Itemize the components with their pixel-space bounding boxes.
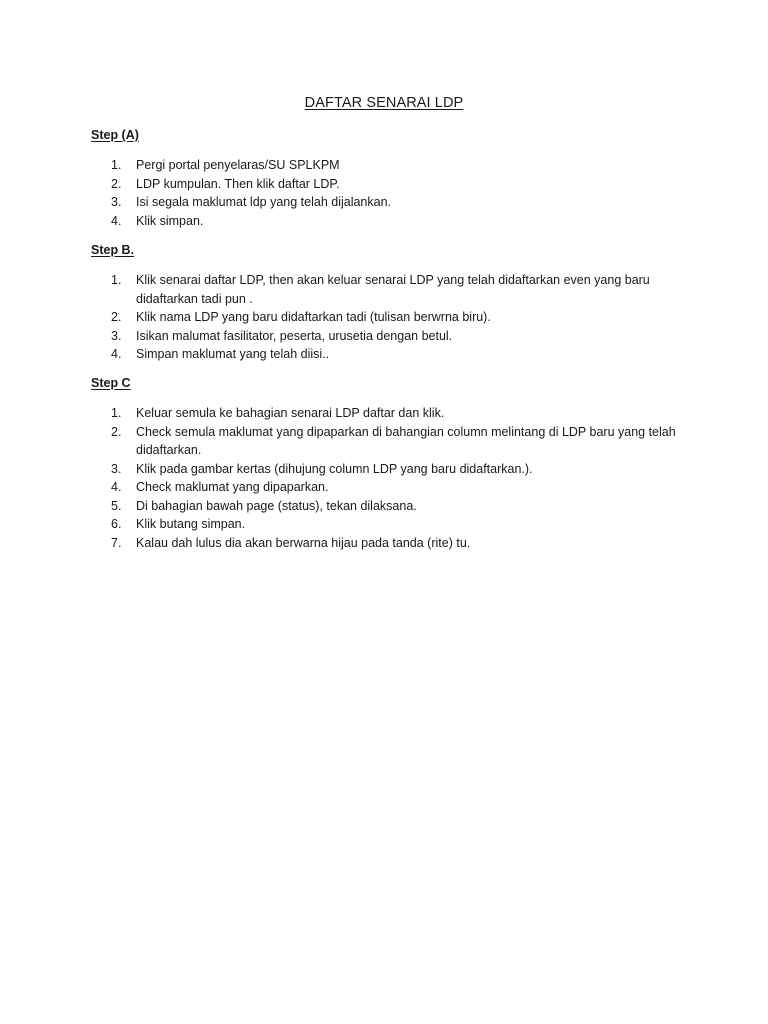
- list-number: 1.: [111, 273, 122, 287]
- list-text: Klik butang simpan.: [136, 517, 246, 531]
- list-text: Klik nama LDP yang baru didaftarkan tadi (tulisan berwrna biru).: [136, 310, 491, 324]
- section-heading-b: Step B.: [91, 243, 135, 257]
- list-item: [0, 212, 768, 231]
- list-number: 4.: [111, 347, 122, 361]
- list-number: 1.: [111, 158, 122, 172]
- list-text: Keluar semula ke bahagian senarai LDP daftar dan klik.: [136, 406, 445, 420]
- list-item: [0, 308, 768, 327]
- list-text: Isi segala maklumat ldp yang telah dijalankan.: [136, 195, 392, 209]
- list-item: [0, 423, 768, 460]
- list-text: Check maklumat yang dipaparkan.: [136, 480, 329, 494]
- list-number: 4.: [111, 213, 122, 228]
- list-text: Kalau dah lulus dia akan berwarna hijau pada tanda (rite) tu.: [136, 535, 471, 550]
- list-item: [0, 478, 768, 497]
- list-number: 1.: [111, 406, 122, 420]
- step-a-list: [0, 156, 768, 230]
- list-text: Check semula maklumat yang dipaparkan di bahangian column melintang di LDP baru yang telah didaftarkan.: [136, 424, 676, 457]
- list-item: [0, 497, 768, 516]
- list-number: 3.: [111, 195, 122, 209]
- list-text: Pergi portal penyelaras/SU SPLKPM: [136, 158, 340, 172]
- section-heading-a: Step (A): [91, 128, 139, 142]
- list-item: [0, 175, 768, 194]
- list-item: [0, 327, 768, 346]
- list-text: Klik simpan.: [136, 213, 204, 228]
- list-number: 7.: [111, 535, 122, 550]
- section-heading-c: Step C: [91, 376, 131, 390]
- step-b-list: [0, 271, 768, 364]
- list-text: Simpan maklumat yang telah diisi..: [136, 347, 330, 361]
- list-number: 5.: [111, 498, 122, 513]
- list-number: 6.: [111, 517, 122, 531]
- list-number: 3.: [111, 461, 122, 476]
- list-number: 2.: [111, 176, 122, 191]
- list-text: Isikan malumat fasilitator, peserta, urusetia dengan betul.: [136, 328, 453, 343]
- list-text: Di bahagian bawah page (status), tekan dilaksana.: [136, 498, 417, 513]
- list-item: [0, 271, 768, 308]
- list-item: [0, 515, 768, 534]
- list-number: 2.: [111, 310, 122, 324]
- step-c-list: [0, 404, 768, 552]
- list-number: 4.: [111, 480, 122, 494]
- list-number: 2.: [111, 424, 122, 439]
- list-number: 3.: [111, 328, 122, 343]
- list-text: LDP kumpulan. Then klik daftar LDP.: [136, 176, 340, 191]
- list-item: [0, 156, 768, 175]
- list-item: [0, 404, 768, 423]
- list-text: Klik senarai daftar LDP, then akan keluar senarai LDP yang telah didaftarkan even yang baru didaftarkan tadi pun .: [136, 273, 650, 306]
- page-title: DAFTAR SENARAI LDP: [304, 95, 464, 111]
- list-item: [0, 534, 768, 553]
- list-item: [0, 193, 768, 212]
- list-item: [0, 345, 768, 364]
- list-text: Klik pada gambar kertas (dihujung column LDP yang baru didaftarkan.).: [136, 461, 533, 476]
- list-item: [0, 460, 768, 479]
